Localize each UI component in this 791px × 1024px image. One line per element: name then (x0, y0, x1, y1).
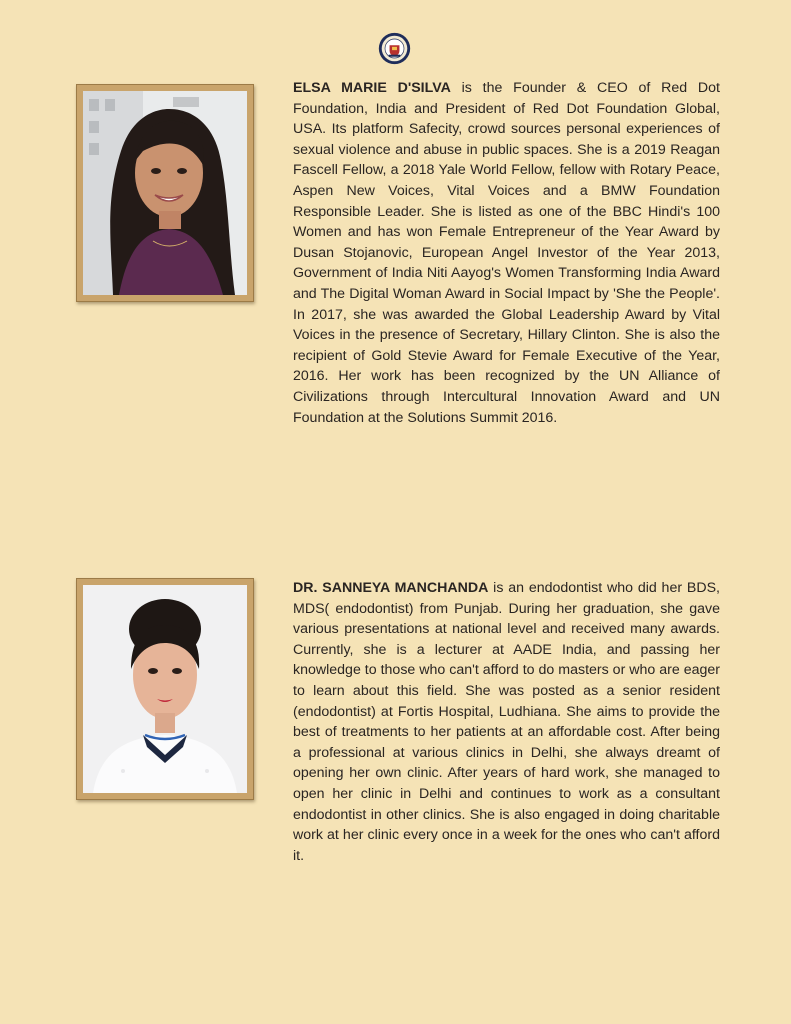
profile-photo-frame (76, 578, 254, 800)
emblem-svg (378, 32, 411, 65)
profile-name: DR. SANNEYA MANCHANDA (293, 580, 489, 596)
emblem-logo-icon (378, 32, 411, 65)
profile-bio-text: is the Founder & CEO of Red Dot Foundation, India and President of Red Dot Foundation Global, USA. Its platform Safecity, crowd sources personal experiences of sexual violence and abuse in public spaces. She is a 2019 Reagan Fascell Fellow, a 2018 Yale World Fellow, fellow with Rotary Peace, Aspen New Voices, Vital Voices and a BMW Foundation Responsible Leader. She is listed as one of the BBC Hindi's 100 Women and has won Female Entrepreneur of the Year Award by Dusan Stojanovic, European Angel Investor of the Year 2013, Government of India Niti Aayog's Women Transforming India Award and The Digital Woman Award in Social Impact by 'She the People'. In 2017, she was awarded the Global Leadership Award by Vital Voices in the presence of Secretary, Hillary Clinton. She is also the recipient of Gold Stevie Award for Female Executive of the Year, 2016. Her work has been recognized by the UN Alliance of Civilizations through Intercultural Innovation Award and UN Foundation at the Solutions Summit 2016. (293, 80, 721, 426)
profile-bio (293, 578, 720, 866)
profile-photo-frame (76, 84, 254, 302)
emblem-shield (390, 45, 400, 56)
emblem-banner (389, 55, 401, 57)
emblem-book (392, 47, 397, 50)
profile-bio-text: is an endodontist who did her BDS, MDS( endodontist) from Punjab. During her graduation, she gave various presentations at national level and received many awards. Currently, she is a lecturer at AADE India, and passing her knowledge to those who can't afford to do masters or who are eager to learn about this field. She was posted as a senior resident (endodontist) at Fortis Hospital, Ludhiana. She aims to provide the best of treatments to her patients at an affordable cost. After being a professional at various clinics in Delhi, she always dreamt of opening her own clinic. After years of hard work, she managed to open her clinic in Delhi and continues to work as a consultant endodontist in other clinics. She is also engaged in doing charitable work at her clinic every once in a week for the ones who can't afford it. (293, 580, 720, 864)
profile-name: ELSA MARIE D'SILVA (293, 80, 451, 96)
portrait-photo-icon (83, 91, 247, 295)
portrait-photo-icon (83, 585, 247, 793)
profile-bio (293, 78, 720, 428)
